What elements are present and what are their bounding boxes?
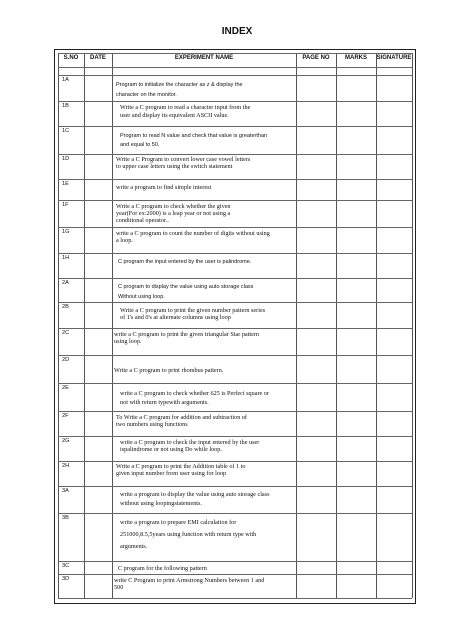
row-experiment-name bbox=[120, 104, 294, 120]
row-divider bbox=[58, 253, 412, 254]
row-divider bbox=[58, 383, 412, 384]
row-sno: 2G bbox=[62, 438, 70, 444]
header-sno: S.NO bbox=[63, 55, 79, 61]
experiment-line: to upper case letters using the switch statement bbox=[116, 163, 233, 170]
row-divider bbox=[58, 75, 412, 76]
row-sno: 1B bbox=[62, 103, 69, 109]
experiment-line: Program to initialize the character as z & display the bbox=[116, 82, 243, 88]
row-sno: 2B bbox=[62, 304, 69, 310]
column-divider bbox=[112, 53, 113, 598]
row-divider bbox=[58, 278, 412, 279]
row-sno: 3A bbox=[62, 488, 69, 494]
row-experiment-name bbox=[116, 156, 294, 170]
row-sno: 1A bbox=[62, 77, 69, 83]
row-divider bbox=[58, 302, 412, 303]
experiment-line: Program to read N value and check that value is greaterthan bbox=[120, 133, 268, 139]
experiment-line: Write a C program to print the given number pattern series bbox=[120, 307, 266, 314]
row-divider bbox=[58, 200, 412, 201]
row-divider bbox=[58, 154, 412, 155]
row-experiment-name bbox=[114, 367, 294, 374]
experiment-line: given input number from user using for loop bbox=[116, 470, 227, 477]
column-divider bbox=[412, 53, 413, 598]
experiment-line: conditional operator.. bbox=[116, 217, 169, 224]
experiment-line: two numbers using functions bbox=[116, 421, 188, 428]
experiment-line: not with return typewith arguments. bbox=[120, 399, 209, 406]
experiment-line: a loop. bbox=[116, 237, 133, 244]
header-date: DATE bbox=[90, 55, 106, 61]
experiment-line: and equal to 50. bbox=[120, 142, 160, 148]
row-sno: 2D bbox=[62, 357, 70, 363]
experiment-line: write C Program to print Armstrong Numbers between 1 and bbox=[114, 577, 265, 584]
experiment-line: Write a C Program to convert lower case vowel letters bbox=[116, 156, 251, 163]
column-divider bbox=[336, 53, 337, 598]
row-divider bbox=[58, 574, 412, 575]
experiment-line: To Write a C program for addition and subtraction of bbox=[116, 414, 247, 421]
experiment-line: character on the monitor. bbox=[116, 92, 177, 98]
row-experiment-name bbox=[116, 184, 294, 191]
row-experiment-name bbox=[116, 414, 294, 428]
column-divider bbox=[376, 53, 377, 598]
experiment-line: ispalindrome or not using Do while loop. bbox=[120, 446, 222, 453]
row-sno: 1E bbox=[62, 181, 69, 187]
row-sno: 1H bbox=[62, 255, 70, 261]
column-divider bbox=[84, 53, 85, 598]
page-title: INDEX bbox=[221, 26, 253, 37]
experiment-line: of 1's and 0's at alternate columns using loop bbox=[120, 314, 231, 321]
header-marks: MARKS bbox=[345, 55, 367, 61]
experiment-line: user and display its equivalent ASCII value. bbox=[120, 112, 229, 119]
experiment-line: 251000,8.5,5years using function with return type with bbox=[120, 531, 257, 538]
row-sno: 1G bbox=[62, 229, 70, 235]
row-sno: 2C bbox=[62, 330, 70, 336]
experiment-line: Without using loop. bbox=[118, 294, 165, 300]
row-divider bbox=[58, 67, 412, 68]
experiment-line: Write a C program to print the Addition table of 1 to bbox=[116, 463, 246, 470]
experiment-line: using loop. bbox=[114, 338, 142, 345]
row-experiment-name bbox=[114, 331, 294, 345]
experiment-line: write a C program to check whether 625 is Perfect square or bbox=[120, 390, 269, 397]
experiment-line: write a program to display the value using auto storage class bbox=[120, 491, 270, 498]
row-divider bbox=[58, 179, 412, 180]
row-divider bbox=[58, 101, 412, 102]
row-divider bbox=[58, 411, 412, 412]
experiment-line: year(For ex:2000) is a leap year or not using a bbox=[116, 210, 231, 217]
row-sno: 3C bbox=[62, 563, 70, 569]
row-experiment-name bbox=[116, 80, 294, 100]
row-experiment-name bbox=[120, 132, 294, 150]
experiment-line: write a C program to check the input entered by the user bbox=[120, 439, 260, 446]
row-experiment-name bbox=[120, 307, 294, 321]
experiment-line: write a C program to print the given triangular Star pattern bbox=[114, 331, 260, 338]
row-experiment-name bbox=[120, 517, 294, 553]
experiment-line: arguments. bbox=[120, 543, 148, 550]
row-experiment-name bbox=[118, 259, 294, 266]
experiment-line: Write a C program to check whether the given bbox=[116, 203, 231, 210]
row-experiment-name bbox=[120, 389, 294, 407]
header-signature: SIGNATURE bbox=[376, 55, 412, 61]
row-experiment-name bbox=[120, 439, 294, 453]
row-divider bbox=[58, 436, 412, 437]
experiment-line: write a C program to count the number of digits without using bbox=[116, 230, 270, 237]
experiment-line: Write a C program to print rhombus pattern. bbox=[114, 367, 224, 374]
row-divider bbox=[58, 486, 412, 487]
row-divider bbox=[58, 598, 412, 599]
experiment-line: Write a C program to read a character input from the bbox=[120, 104, 251, 111]
experiment-line: C program for the following pattern bbox=[118, 565, 207, 572]
row-divider bbox=[58, 561, 412, 562]
row-sno: 2E bbox=[62, 385, 69, 391]
experiment-line: C program to display the value using auto storage class bbox=[118, 284, 254, 290]
row-divider bbox=[58, 227, 412, 228]
row-sno: 1D bbox=[62, 156, 70, 162]
row-sno: 1C bbox=[62, 128, 70, 134]
experiment-line: write a program to find simple interest bbox=[116, 184, 212, 191]
experiment-line: 500 bbox=[114, 584, 124, 591]
experiment-line: C program the input entered by the user is palindrome. bbox=[118, 259, 252, 265]
column-divider bbox=[58, 53, 59, 598]
row-divider bbox=[58, 355, 412, 356]
row-experiment-name bbox=[116, 230, 294, 244]
row-sno: 2A bbox=[62, 280, 69, 286]
row-sno: 3D bbox=[62, 576, 70, 582]
row-experiment-name bbox=[118, 282, 294, 302]
row-experiment-name bbox=[120, 490, 294, 508]
column-divider bbox=[296, 53, 297, 598]
experiment-line: write a program to prepare EMI calculation for bbox=[120, 519, 237, 526]
row-divider bbox=[58, 513, 412, 514]
header-experiment-name: EXPERIMENT NAME bbox=[174, 55, 234, 61]
row-sno: 2H bbox=[62, 463, 70, 469]
row-experiment-name bbox=[116, 203, 294, 224]
row-divider bbox=[58, 126, 412, 127]
row-divider bbox=[58, 328, 412, 329]
row-sno: 1F bbox=[62, 202, 69, 208]
experiment-line: without using loopingstatements. bbox=[120, 500, 202, 507]
row-experiment-name bbox=[118, 565, 294, 572]
row-experiment-name bbox=[114, 577, 294, 591]
row-experiment-name bbox=[116, 463, 294, 477]
row-divider bbox=[58, 461, 412, 462]
row-sno: 3B bbox=[62, 515, 69, 521]
row-sno: 2F bbox=[62, 413, 69, 419]
header-page-no: PAGE NO bbox=[302, 55, 330, 61]
